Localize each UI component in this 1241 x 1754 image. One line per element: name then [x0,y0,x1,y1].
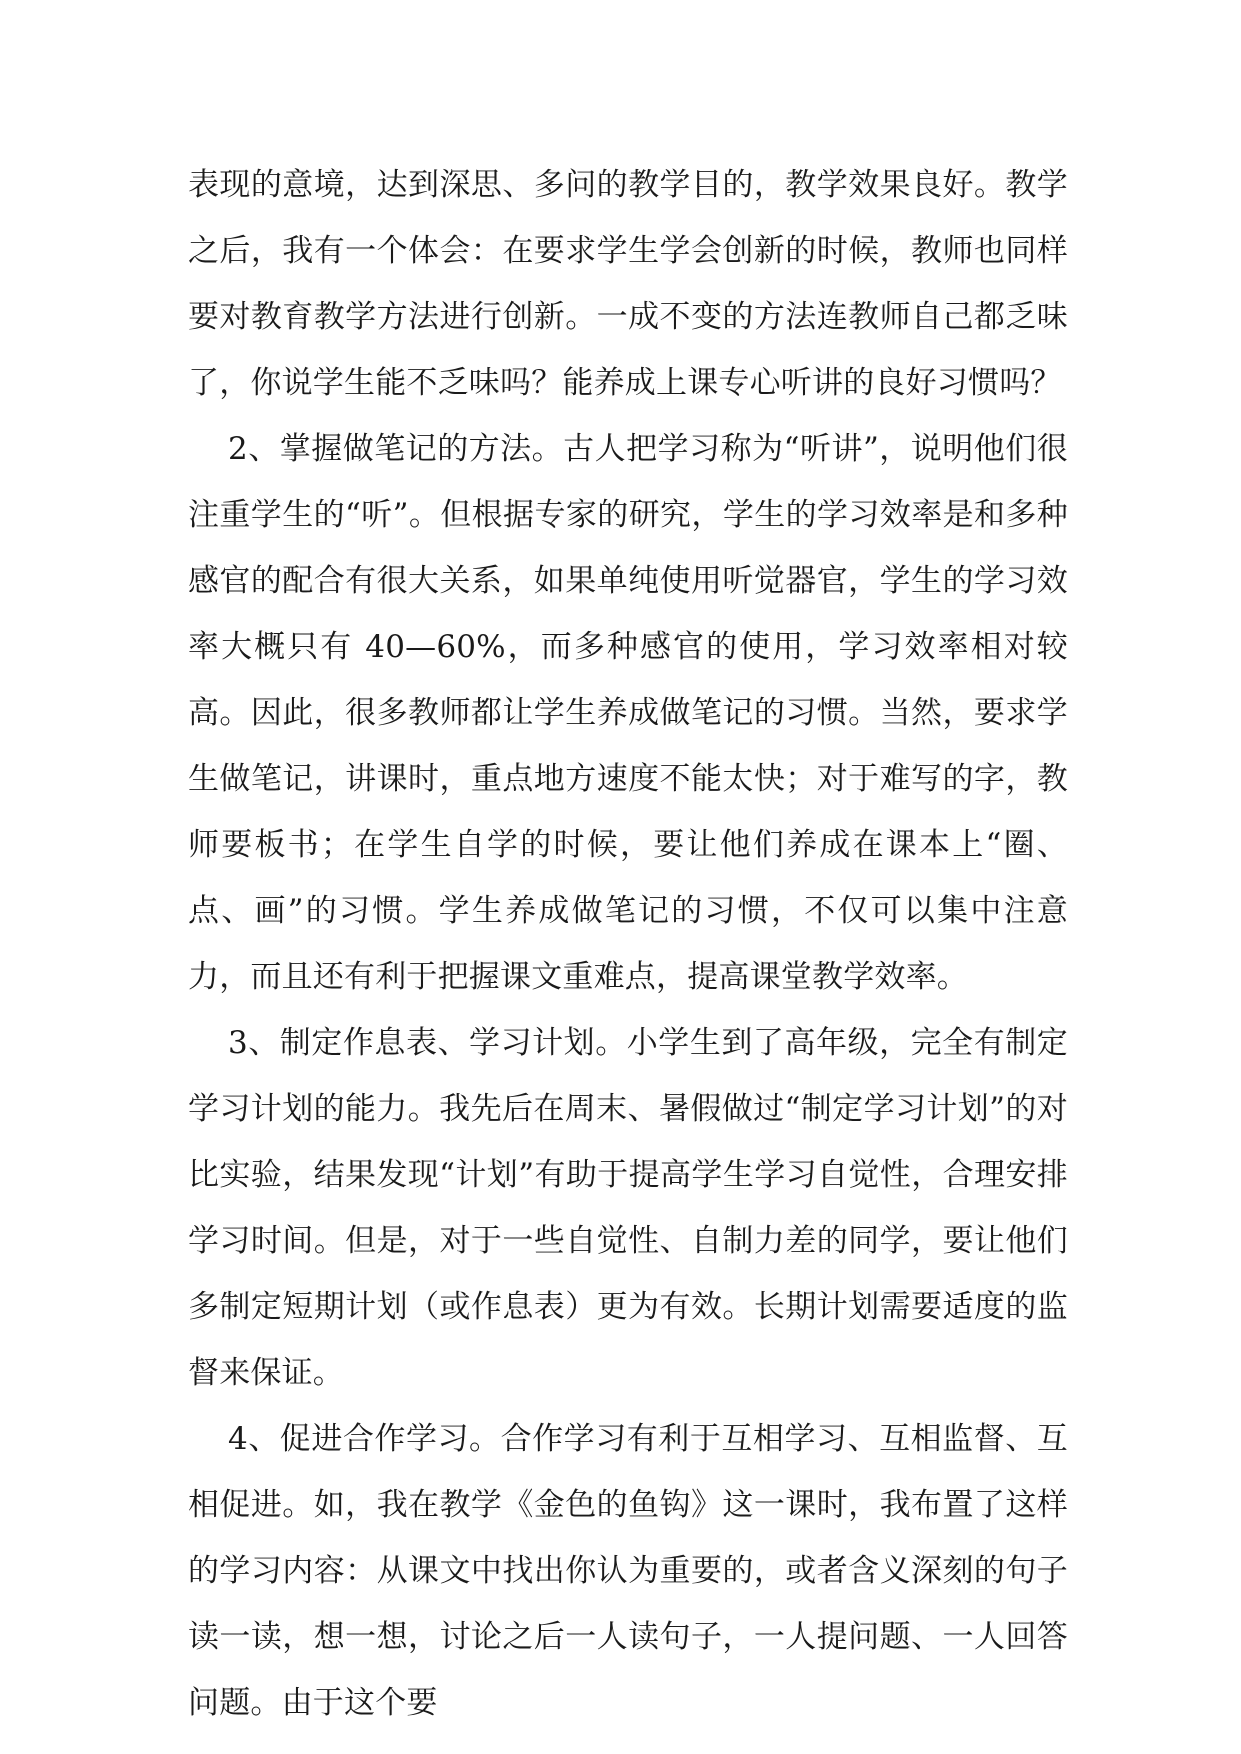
paragraph-4: 4、促进合作学习。合作学习有利于互相学习、互相监督、互相促进。如，我在教学《金色的鱼钩》这一课时，我布置了这样的学习内容：从课文中找出你认为重要的，或者含义深刻的句子读一读，想一想，讨论之后一人读句子，一人提问题、一人回答问题。由于这个要 [188,1421,1068,1721]
paragraph-2: 2、掌握做笔记的方法。古人把学习称为“听讲”，说明他们很注重学生的“听”。但根据专家的研究，学生的学习效率是和多种感官的配合有很大关系，如果单纯使用听觉器官，学生的学习效率大概只有 40—60%，而多种感官的使用，学习效率相对较高。因此，很多教师都让学生养成做笔记的习惯。当然，要求学生做笔记，讲课时，重点地方速度不能太快；对于难写的字，教师要板书；在学生自学的时候，要让他们养成在课本上“圈、点、画”的习惯。学生养成做笔记的习惯，不仅可以集中注意力，而且还有利于把握课文重难点，提高课堂教学效率。 [188,431,1068,995]
paragraph-3: 3、制定作息表、学习计划。小学生到了高年级，完全有制定学习计划的能力。我先后在周末、暑假做过“制定学习计划”的对比实验，结果发现“计划”有助于提高学生学习自觉性，合理安排学习时间。但是，对于一些自觉性、自制力差的同学，要让他们多制定短期计划（或作息表）更为有效。长期计划需要适度的监督来保证。 [188,1025,1068,1391]
paragraph-1: 表现的意境，达到深思、多问的教学目的，教学效果良好。教学之后，我有一个体会：在要求学生学会创新的时候，教师也同样要对教育教学方法进行创新。一成不变的方法连教师自己都乏味了，你说学生能不乏味吗？能养成上课专心听讲的良好习惯吗？ [188,167,1068,401]
document-body [188,152,1068,1736]
